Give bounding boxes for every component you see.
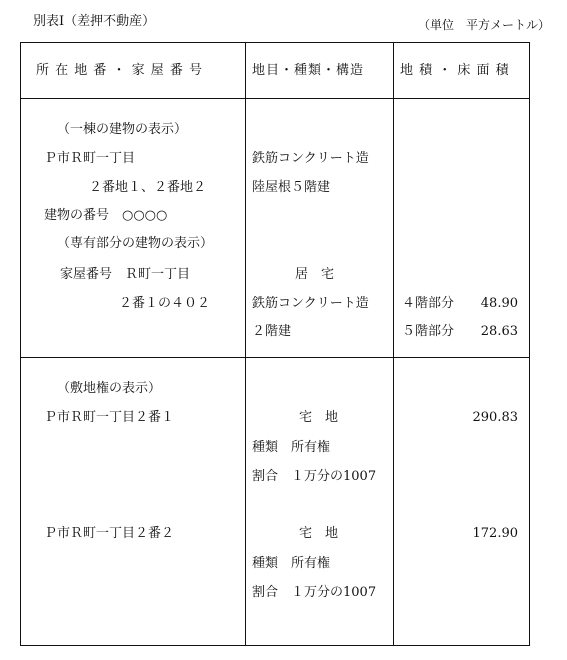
unit-house-no-2: ２番１の４０２ xyxy=(119,296,211,311)
site-area: 290.83 xyxy=(472,410,518,425)
floor-label: ４階部分 xyxy=(402,296,455,311)
floor-label: ５階部分 xyxy=(402,324,455,339)
section-divider xyxy=(21,357,529,358)
site-right-type: 種類 所有権 xyxy=(252,556,331,571)
document-title: 別表Ⅰ（差押不動産） xyxy=(33,14,156,29)
site-share: 割合 １万分の1007 xyxy=(252,585,377,600)
header-location: 所 在 地 番 ・ 家 屋 番 号 xyxy=(36,63,204,78)
floor-area: 28.63 xyxy=(480,324,518,339)
unit-house-no: 家屋番号 Ｒ町一丁目 xyxy=(60,267,191,282)
building-heading: （一棟の建物の表示） xyxy=(57,122,188,137)
floor-area: 48.90 xyxy=(480,296,518,311)
site-use: 宅 地 xyxy=(299,526,339,541)
unit-structure: 鉄筋コンクリート造 xyxy=(252,296,369,311)
building-lots: ２番地１、２番地２ xyxy=(89,180,207,195)
site-area: 172.90 xyxy=(472,526,518,541)
unit-kind: 居 宅 xyxy=(295,267,335,282)
site-right-type: 種類 所有権 xyxy=(252,440,331,455)
unit-heading: （専有部分の建物の表示） xyxy=(57,236,214,251)
site-heading: （敷地権の表示） xyxy=(57,381,162,396)
building-number: 建物の番号 ○○○○ xyxy=(44,208,168,223)
unit-label: （単位 平方メートル） xyxy=(418,18,551,32)
unit-stories: ２階建 xyxy=(252,324,292,339)
header-divider xyxy=(21,98,529,99)
header-area: 地 積 ・ 床 面 積 xyxy=(400,63,510,78)
column-divider xyxy=(393,43,394,645)
site-address: Ｐ市Ｒ町一丁目２番２ xyxy=(44,526,175,541)
building-structure: 鉄筋コンクリート造 xyxy=(252,151,369,166)
header-category: 地目・種類・構造 xyxy=(252,63,365,78)
column-divider xyxy=(245,43,246,645)
building-roof: 陸屋根５階建 xyxy=(252,180,331,195)
site-address: Ｐ市Ｒ町一丁目２番１ xyxy=(44,410,175,425)
site-share: 割合 １万分の1007 xyxy=(252,469,377,484)
site-use: 宅 地 xyxy=(299,410,339,425)
building-address: Ｐ市Ｒ町一丁目 xyxy=(44,151,136,166)
